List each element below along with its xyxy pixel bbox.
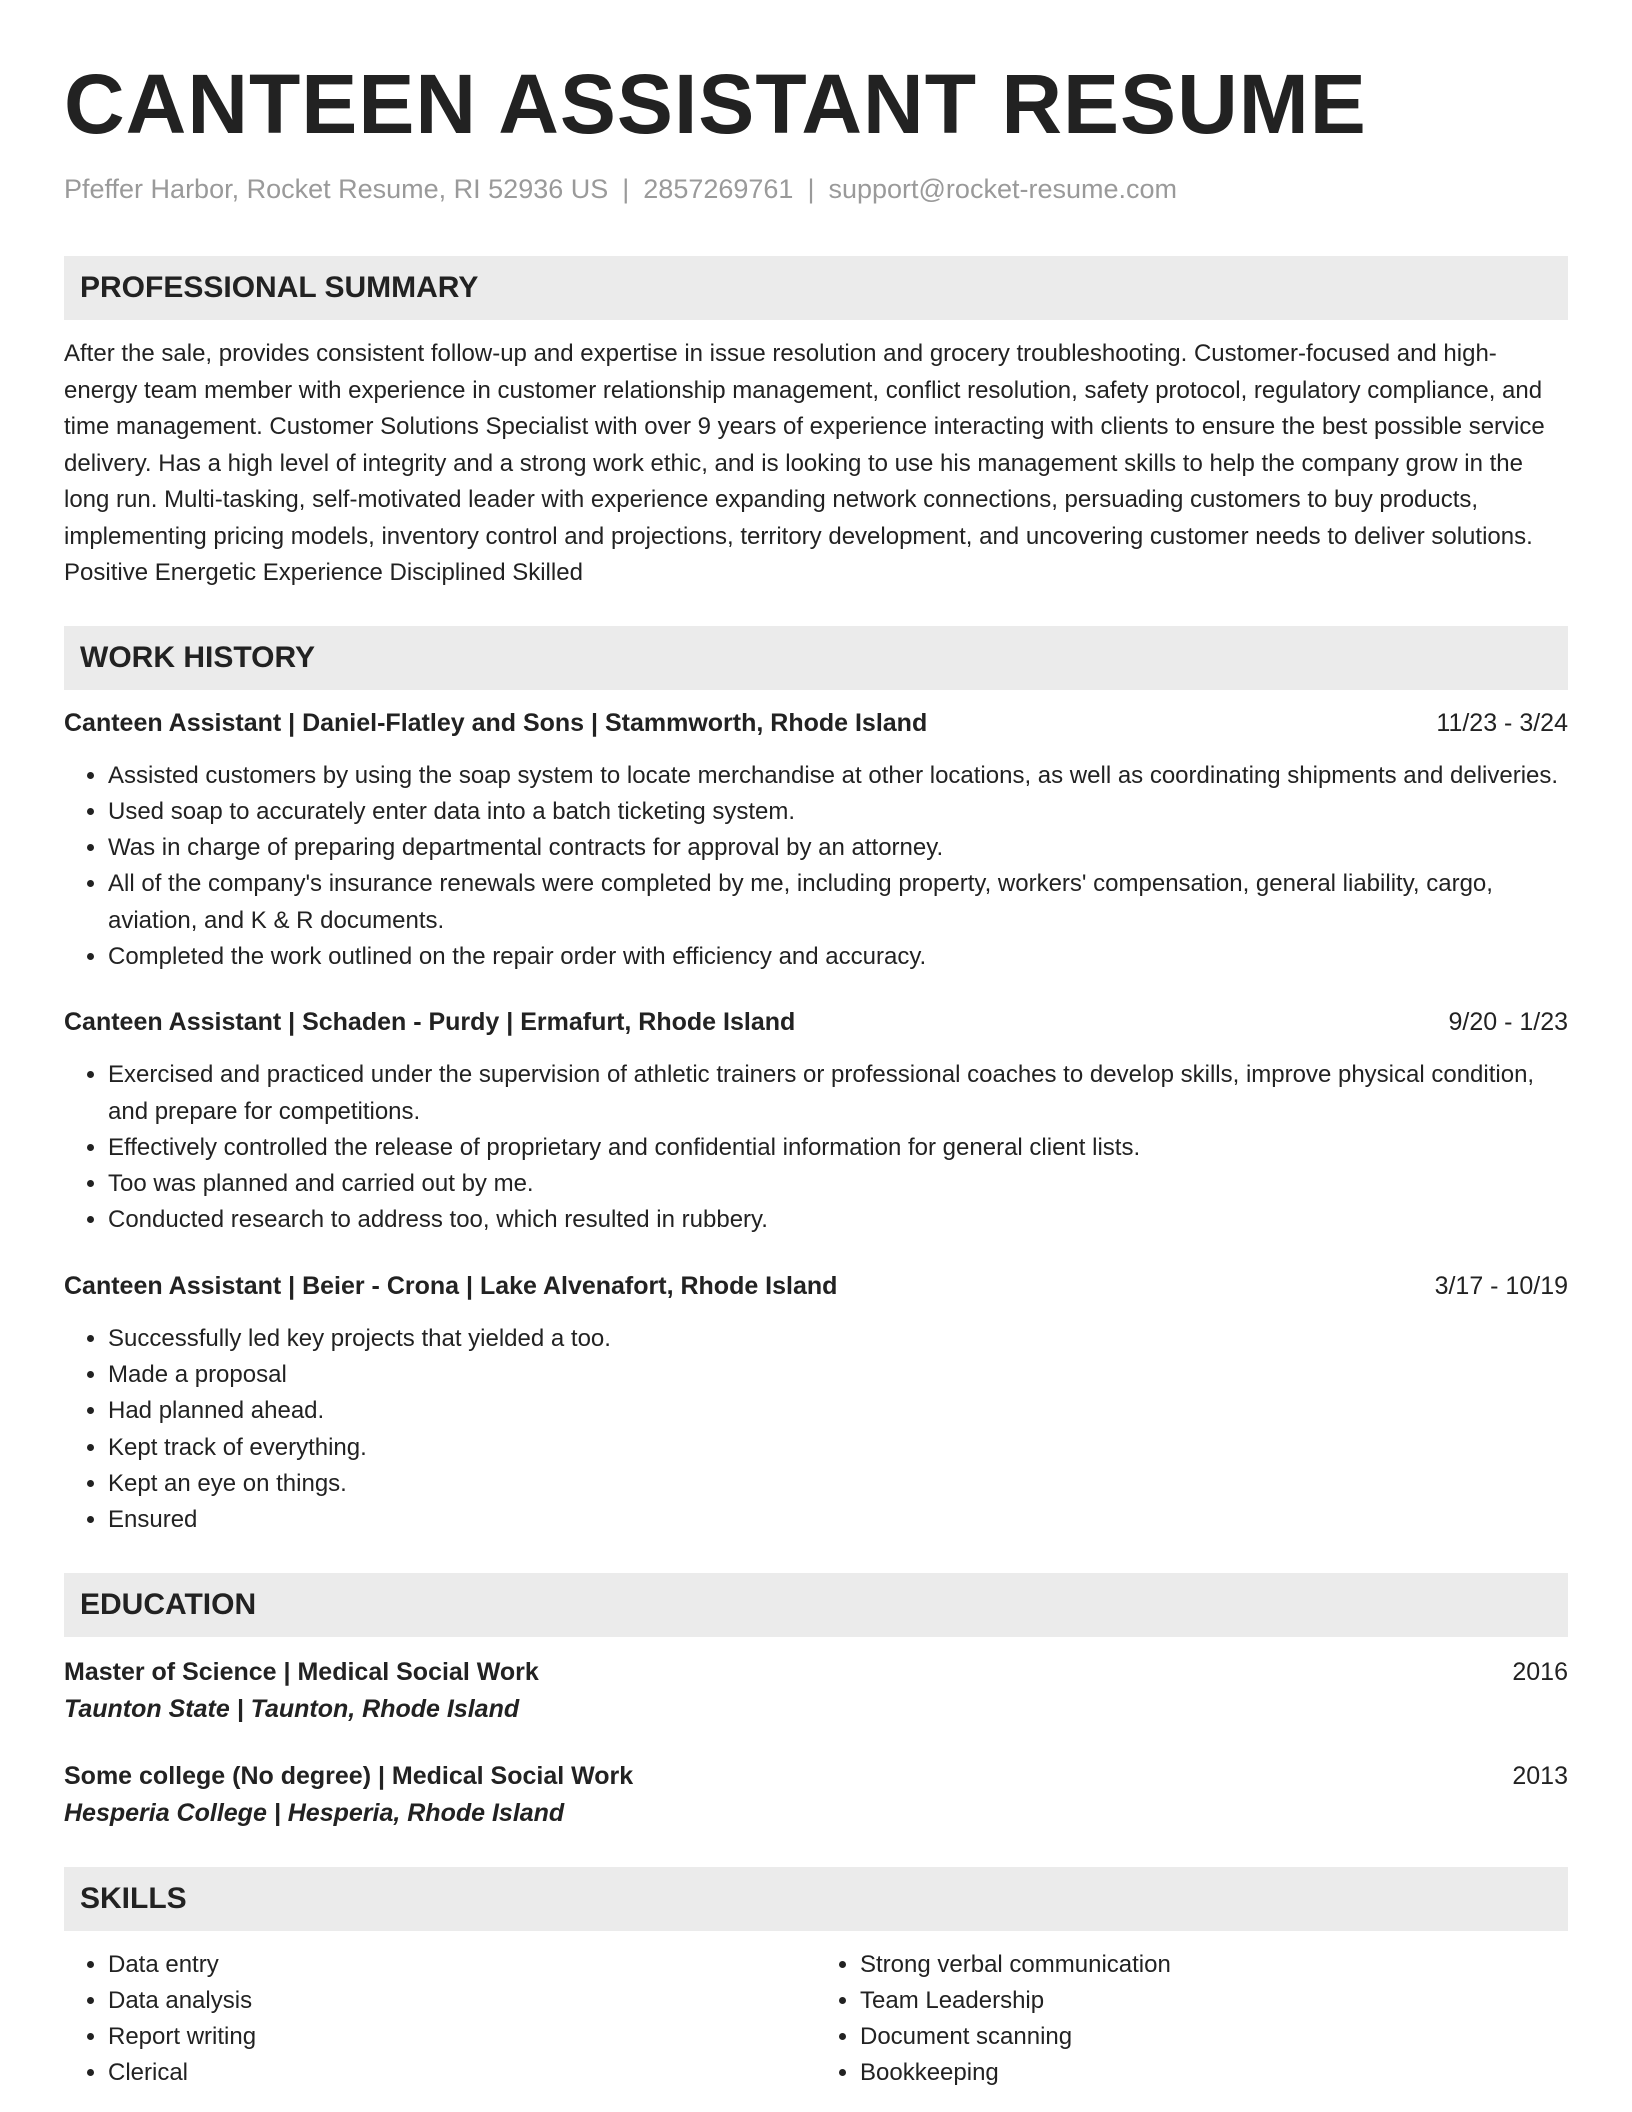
summary-text: After the sale, provides consistent follow-up and expertise in issue resolution and grocery troubleshooting. Customer-focused and high-energy team member with experience in customer relationship management, conflict resolution, safety protocol, regulatory compliance, and time management. Customer Solutions Specialist with over 9 years of experience interacting with clients to ensure the best possible service delivery. Has a high level of integrity and a strong work ethic, and is looking to use his management skills to help the company grow in the long run. Multi-tasking, self-motivated leader with experience expanding network connections, persuading customers to buy products, implementing pricing models, inventory control and projections, territory development, and uncovering customer needs to deliver solutions. Positive Energetic Experience Disciplined Skilled — [64, 340, 1545, 586]
job-header — [64, 1269, 1568, 1303]
skill-item: • Team Leadership — [860, 1983, 1568, 2019]
list-item: • Kept track of everything. — [108, 1430, 1568, 1466]
skills-column-right — [816, 1947, 1568, 2092]
job-dates: 9/20 - 1/23 — [1448, 1008, 1568, 1037]
job-entry — [64, 706, 1568, 976]
list-item: • Kept an eye on things. — [108, 1466, 1568, 1502]
job-title: Canteen Assistant | Beier - Crona | Lake Alvenafort, Rhode Island — [64, 1271, 838, 1300]
education-entry — [64, 1759, 1568, 1833]
skill-item: • Clerical — [108, 2055, 816, 2091]
contact-phone: 2857269761 — [643, 174, 794, 204]
job-dates: 11/23 - 3/24 — [1436, 708, 1568, 737]
job-bullets — [64, 1321, 1568, 1539]
job-dates: 3/17 - 10/19 — [1434, 1271, 1568, 1300]
list-item: • Assisted customers by using the soap system to locate merchandise at other locations, as well as coordinating shipments and deliveries. — [108, 758, 1568, 794]
skill-item: • Document scanning — [860, 2019, 1568, 2055]
list-item: • Ensured — [108, 1502, 1568, 1538]
contact-separator: | — [622, 174, 630, 204]
graduation-year: 2016 — [1512, 1657, 1568, 1686]
job-entry — [64, 1269, 1568, 1539]
section-heading-skills: SKILLS — [64, 1867, 1568, 1931]
list-item: • Was in charge of preparing departmental contracts for approval by an attorney. — [108, 830, 1568, 866]
contact-line — [64, 172, 1568, 206]
skill-item: • Data entry — [108, 1947, 816, 1983]
education-header — [64, 1655, 1568, 1689]
contact-separator: | — [807, 174, 815, 204]
school-name: Hesperia College | Hesperia, Rhode Island — [64, 1798, 565, 1827]
job-bullets — [64, 758, 1568, 976]
list-item: • Completed the work outlined on the repair order with efficiency and accuracy. — [108, 939, 1568, 975]
list-item: • Exercised and practiced under the supervision of athletic trainers or professional coaches to develop skills, improve physical condition, and prepare for competitions. — [108, 1057, 1568, 1130]
skill-item: • Report writing — [108, 2019, 816, 2055]
list-item: • Used soap to accurately enter data into a batch ticketing system. — [108, 794, 1568, 830]
job-title: Canteen Assistant | Daniel-Flatley and Sons | Stammworth, Rhode Island — [64, 708, 928, 737]
school-name: Taunton State | Taunton, Rhode Island — [64, 1694, 520, 1723]
degree: Some college (No degree) | Medical Social Work — [64, 1761, 634, 1790]
page-title: CANTEEN ASSISTANT RESUME — [64, 57, 1367, 151]
list-item: • Too was planned and carried out by me. — [108, 1166, 1568, 1202]
list-item: • Successfully led key projects that yielded a too. — [108, 1321, 1568, 1357]
section-heading-work: WORK HISTORY — [64, 626, 1568, 690]
contact-email: support@rocket-resume.com — [828, 174, 1177, 204]
job-header — [64, 1005, 1568, 1039]
skills-list — [64, 1947, 1568, 2092]
graduation-year: 2013 — [1512, 1761, 1568, 1790]
job-bullets — [64, 1057, 1568, 1238]
education-header — [64, 1759, 1568, 1793]
section-heading-education: EDUCATION — [64, 1573, 1568, 1637]
skill-item: • Strong verbal communication — [860, 1947, 1568, 1983]
skill-item: • Bookkeeping — [860, 2055, 1568, 2091]
job-header — [64, 706, 1568, 740]
degree: Master of Science | Medical Social Work — [64, 1657, 539, 1686]
list-item: • Made a proposal — [108, 1357, 1568, 1393]
job-title: Canteen Assistant | Schaden - Purdy | Ermafurt, Rhode Island — [64, 1008, 796, 1037]
job-entry — [64, 1005, 1568, 1238]
list-item: • Had planned ahead. — [108, 1393, 1568, 1429]
education-entry — [64, 1655, 1568, 1729]
list-item: • Effectively controlled the release of proprietary and confidential information for general client lists. — [108, 1130, 1568, 1166]
section-heading-summary: PROFESSIONAL SUMMARY — [64, 256, 1568, 320]
list-item: • All of the company's insurance renewals were completed by me, including property, workers' compensation, general liability, cargo, aviation, and K & R documents. — [108, 866, 1568, 939]
list-item: • Conducted research to address too, which resulted in rubbery. — [108, 1202, 1568, 1238]
skill-item: • Data analysis — [108, 1983, 816, 2019]
skills-column-left — [64, 1947, 816, 2092]
contact-address: Pfeffer Harbor, Rocket Resume, RI 52936 US — [64, 174, 609, 204]
